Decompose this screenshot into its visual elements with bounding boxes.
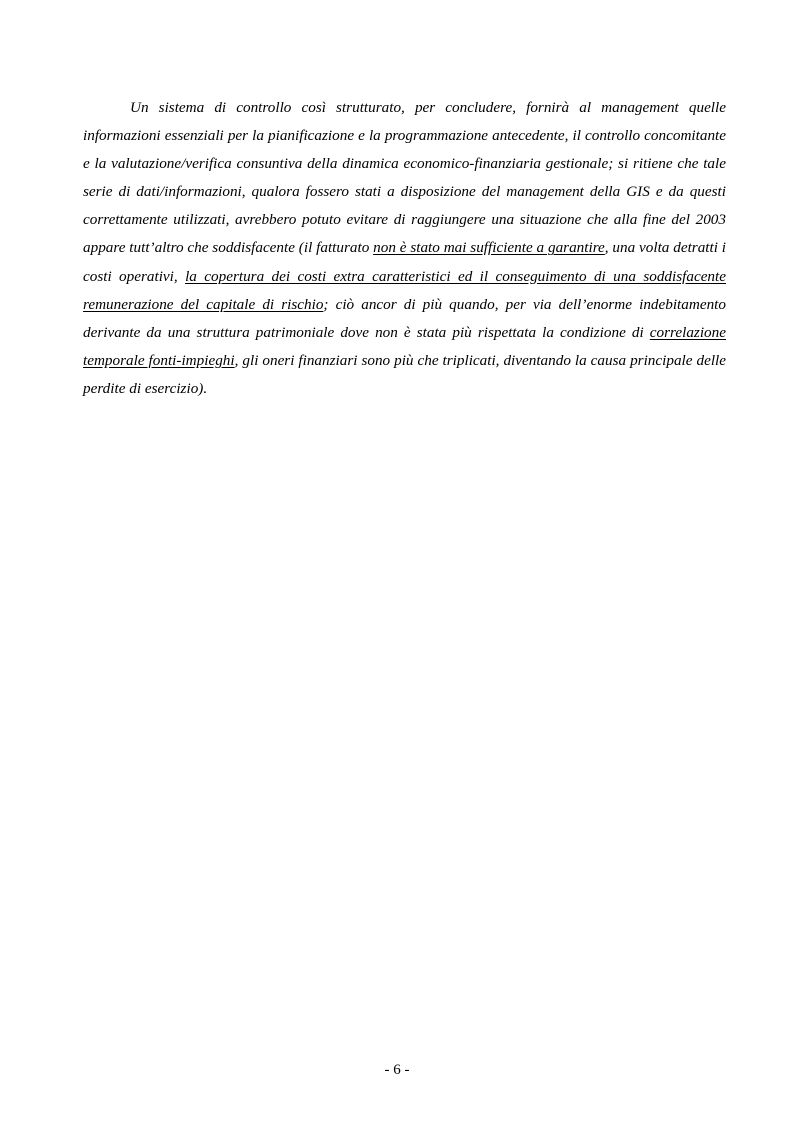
underlined-text-run: la copertura dei costi extra caratteristici ed il conseguimento di una soddisfacente remunerazione del capitale di rischio [83,267,726,313]
body-paragraph [83,94,726,403]
page-number: - 6 - [384,1062,410,1078]
underlined-text-run: correlazione temporale fonti-impieghi [83,323,726,369]
text-run: Un sistema di controllo così strutturato, per concludere, fornirà al management quelle informazioni essenziali per la pianificazione e la programmazione antecedente, il controllo concomitante e la valutazione/verifica consuntiva della dinamica economico-finanziaria gestionale; si ritiene che tale serie di dati/informazioni, qualora fossero stati a disposizione del management della GIS e da questi correttamente utilizzati, avrebbero potuto evitare di raggiungere una situazione che alla fine del 2003 appare tutt’altro che soddisfacente (il fatturato [83,99,726,257]
underlined-text-run: non è stato mai sufficiente a garantire [373,239,605,257]
text-run: , gli oneri finanziari sono più che triplicati, diventando la causa principale delle perdite di esercizio). [83,351,726,397]
text-run: , una volta detratti i costi operativi, [83,239,726,285]
text-run: ; ciò ancor di più quando, per via dell’enorme indebitamento derivante da una struttura patrimoniale dove non è stata più rispettata la condizione di [83,295,726,341]
